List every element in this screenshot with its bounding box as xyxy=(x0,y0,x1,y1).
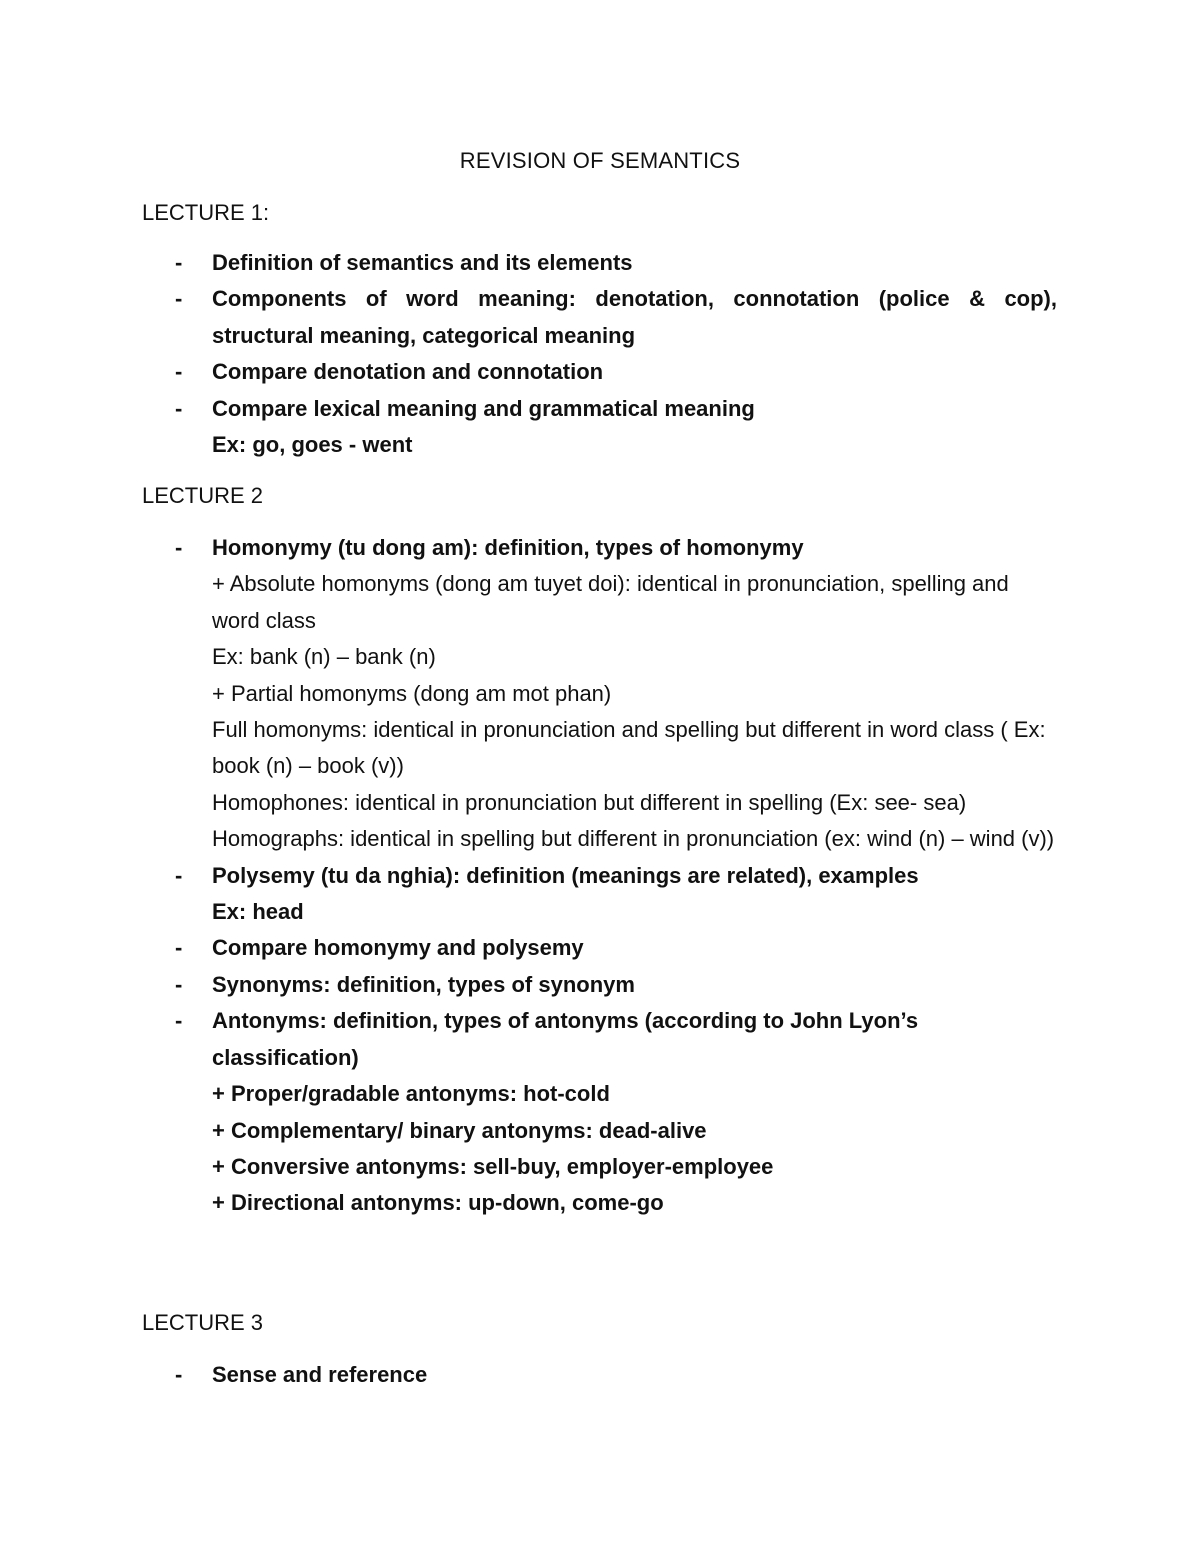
detail-line: Ex: bank (n) – bank (n) xyxy=(212,644,436,670)
list-item-text: Compare denotation and connotation xyxy=(212,359,604,385)
detail-line: + Absolute homonyms (dong am tuyet doi): identical in pronunciation, spelling and word class xyxy=(212,571,1009,633)
antonym-type-line: + Complementary/ binary antonyms: dead-alive xyxy=(212,1117,707,1143)
lecture-2-heading: LECTURE 2 xyxy=(142,483,264,508)
list-item-text: Sense and reference xyxy=(212,1362,428,1387)
document-title: REVISION OF SEMANTICS xyxy=(459,148,741,173)
list-item-text: Antonyms: definition, types of antonyms (according to John Lyon’s classification) xyxy=(212,1008,919,1070)
list-item xyxy=(175,391,1057,464)
list-item xyxy=(175,281,1057,354)
detail-line: Full homonyms: identical in pronunciation and spelling but different in word class ( Ex: book (n) – book (v)) xyxy=(212,717,1046,779)
list-item-text: Homonymy (tu dong am): definition, types of homonymy xyxy=(212,535,804,560)
example-line: Ex: head xyxy=(212,899,304,925)
lecture-3-list xyxy=(175,1357,1057,1393)
list-item-text: Synonyms: definition, types of synonym xyxy=(212,971,635,997)
bullet-dash: - xyxy=(175,1008,183,1034)
antonym-type-line: + Directional antonyms: up-down, come-go xyxy=(212,1190,664,1216)
list-item-text: Definition of semantics and its elements xyxy=(212,250,633,275)
list-item-text: Compare lexical meaning and grammatical meaning xyxy=(212,395,755,421)
bullet-dash: - xyxy=(175,1362,183,1387)
detail-line: Homophones: identical in pronunciation but different in spelling (Ex: see- sea) xyxy=(212,789,967,815)
bullet-dash: - xyxy=(175,971,183,997)
antonym-type-line: + Proper/gradable antonyms: hot-cold xyxy=(212,1081,610,1107)
list-item-text: Polysemy (tu da nghia): definition (meanings are related), examples xyxy=(212,862,919,888)
bullet-dash: - xyxy=(175,862,183,888)
list-item xyxy=(175,530,1057,858)
antonym-type-line: + Conversive antonyms: sell-buy, employer-employee xyxy=(212,1153,774,1179)
list-item xyxy=(175,354,1057,390)
list-item xyxy=(175,930,1057,966)
bullet-dash: - xyxy=(175,935,183,961)
lecture-1-list xyxy=(175,245,1057,463)
lecture-3-heading: LECTURE 3 xyxy=(142,1310,264,1335)
list-item xyxy=(175,1357,1057,1393)
bullet-dash: - xyxy=(175,286,183,312)
list-item-text: Components of word meaning: denotation, connotation (police & cop), structural meaning, categorical meaning xyxy=(212,286,1057,348)
bullet-dash: - xyxy=(175,395,183,421)
example-line: Ex: go, goes - went xyxy=(212,432,413,458)
bullet-dash: - xyxy=(175,250,183,275)
bullet-dash: - xyxy=(175,359,183,385)
lecture-1-heading: LECTURE 1: xyxy=(142,200,270,225)
detail-line: Homographs: identical in spelling but different in pronunciation (ex: wind (n) – wind (v)) xyxy=(212,826,1055,852)
lecture-2-list xyxy=(175,530,1057,1222)
bullet-dash: - xyxy=(175,535,183,560)
list-item xyxy=(175,858,1057,931)
list-item xyxy=(175,245,1057,281)
list-item xyxy=(175,967,1057,1003)
list-item xyxy=(175,1003,1057,1221)
detail-line: + Partial homonyms (dong am mot phan) xyxy=(212,680,612,706)
list-item-text: Compare homonymy and polysemy xyxy=(212,935,584,961)
